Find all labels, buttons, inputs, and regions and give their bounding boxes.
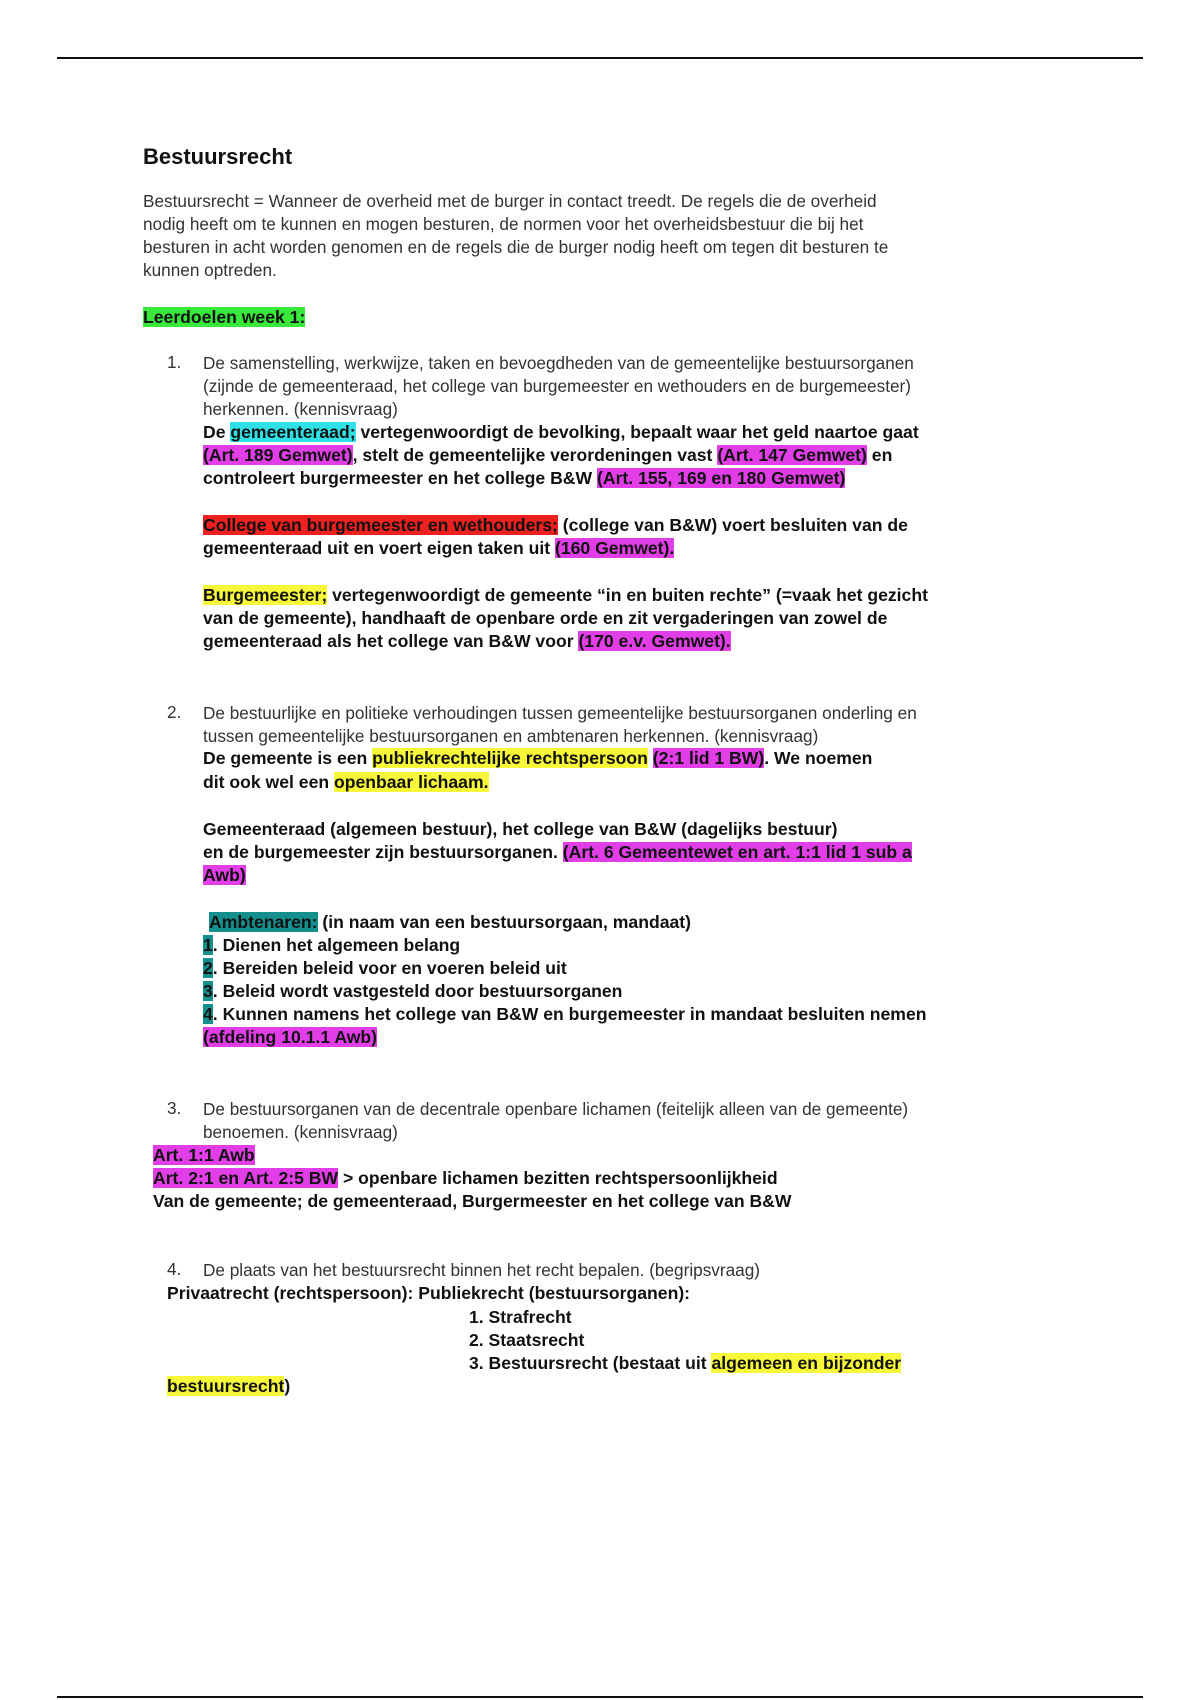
q4-item-2: 2. Staatsrecht xyxy=(469,1330,585,1350)
q1-a3-line-3: gemeenteraad als het college van B&W voor (170 e.v. Gemwet). xyxy=(203,631,731,651)
intro-line-1: Bestuursrecht = Wanneer de overheid met de burger in contact treedt. De regels die de overheid xyxy=(143,191,877,211)
q4-header: Privaatrecht (rechtspersoon): Publiekrecht (bestuursorganen): xyxy=(167,1283,691,1303)
q1-a1-line-1: De gemeenteraad; vertegenwoordigt de bevolking, bepaalt waar het geld naartoe gaat xyxy=(203,422,919,442)
q4-item-3: 3. Bestuursrecht (bestaat uit algemeen en bijzonder xyxy=(469,1353,902,1373)
q1-a2-line-1: College van burgemeester en wethouders; (college van B&W) voert besluiten van de xyxy=(203,515,908,535)
q1-a1-line-2: (Art. 189 Gemwet), stelt de gemeentelijke verordeningen vast (Art. 147 Gemwet) en xyxy=(203,445,893,465)
q3-reference-1: Art. 1:1 Awb xyxy=(153,1145,255,1165)
goals-label: Leerdoelen week 1: xyxy=(143,307,306,327)
q2-a3-item-2: 2. Bereiden beleid voor en voeren beleid uit xyxy=(203,958,567,978)
q1-line-3: herkennen. (kennisvraag) xyxy=(203,399,398,419)
q2-a3-heading: Ambtenaren: (in naam van een bestuursorgaan, mandaat) xyxy=(209,912,691,932)
q2-a2-line-1: Gemeenteraad (algemeen bestuur), het college van B&W (dagelijks bestuur) xyxy=(203,819,838,839)
intro-line-3: besturen in acht worden genomen en de regels die de burger nodig heeft om tegen dit besturen te xyxy=(143,237,889,257)
q2-a3-item-4: 4. Kunnen namens het college van B&W en burgemeester in mandaat besluiten nemen xyxy=(203,1004,927,1024)
q3-line-1: De bestuursorganen van de decentrale openbare lichamen (feitelijk alleen van de gemeente) xyxy=(203,1099,909,1119)
intro-line-4: kunnen optreden. xyxy=(143,260,277,280)
page-title: Bestuursrecht xyxy=(143,144,293,169)
q2-a2-line-2: en de burgemeester zijn bestuursorganen. (Art. 6 Gemeentewet en art. 1:1 lid 1 sub a xyxy=(203,842,912,862)
q2-a3-item-3: 3. Beleid wordt vastgesteld door bestuursorganen xyxy=(203,981,623,1001)
q2-a3-item-1: 1. Dienen het algemeen belang xyxy=(203,935,461,955)
q2-a1-line-1: De gemeente is een publiekrechtelijke rechtspersoon (2:1 lid 1 BW). We noemen xyxy=(203,748,873,768)
bottom-rule xyxy=(57,1696,1143,1698)
q1-line-2: (zijnde de gemeenteraad, het college van burgemeester en wethouders en de burgemeester) xyxy=(203,376,911,396)
q3-reference-2: Art. 2:1 en Art. 2:5 BW > openbare lichamen bezitten rechtspersoonlijkheid xyxy=(153,1168,778,1188)
q3-answer: Van de gemeente; de gemeenteraad, Burgermeester en het college van B&W xyxy=(153,1191,792,1211)
q1-number: 1. xyxy=(167,352,182,372)
q1-a1-line-3: controleert burgermeester en het college B&W (Art. 155, 169 en 180 Gemwet) xyxy=(203,468,846,488)
q4-item-3-continued: bestuursrecht) xyxy=(167,1376,291,1396)
q3-line-2: benoemen. (kennisvraag) xyxy=(203,1122,398,1142)
q4-item-1: 1. Strafrecht xyxy=(469,1307,572,1327)
q1-line-1: De samenstelling, werkwijze, taken en bevoegdheden van de gemeentelijke bestuursorganen xyxy=(203,353,914,373)
q4-line-1: De plaats van het bestuursrecht binnen het recht bepalen. (begripsvraag) xyxy=(203,1260,761,1280)
q2-a2-line-3: Awb) xyxy=(203,865,246,885)
q3-number: 3. xyxy=(167,1098,182,1118)
q2-number: 2. xyxy=(167,702,182,722)
q2-line-1: De bestuurlijke en politieke verhoudingen tussen gemeentelijke bestuursorganen onderling en xyxy=(203,703,917,723)
q4-number: 4. xyxy=(167,1259,182,1279)
q2-line-2: tussen gemeentelijke bestuursorganen en ambtenaren herkennen. (kennisvraag) xyxy=(203,726,819,746)
intro-line-2: nodig heeft om te kunnen en mogen besturen, de normen voor het overheidsbestuur die bij het xyxy=(143,214,864,234)
q2-a3-reference: (afdeling 10.1.1 Awb) xyxy=(203,1027,378,1047)
q2-a1-line-2: dit ook wel een openbaar lichaam. xyxy=(203,772,489,792)
q1-a3-line-2: van de gemeente), handhaaft de openbare orde en zit vergaderingen van zowel de xyxy=(203,608,888,628)
q1-a2-line-2: gemeenteraad uit en voert eigen taken uit (160 Gemwet). xyxy=(203,538,675,558)
q1-a3-line-1: Burgemeester; vertegenwoordigt de gemeente “in en buiten rechte” (=vaak het gezicht xyxy=(203,585,928,605)
